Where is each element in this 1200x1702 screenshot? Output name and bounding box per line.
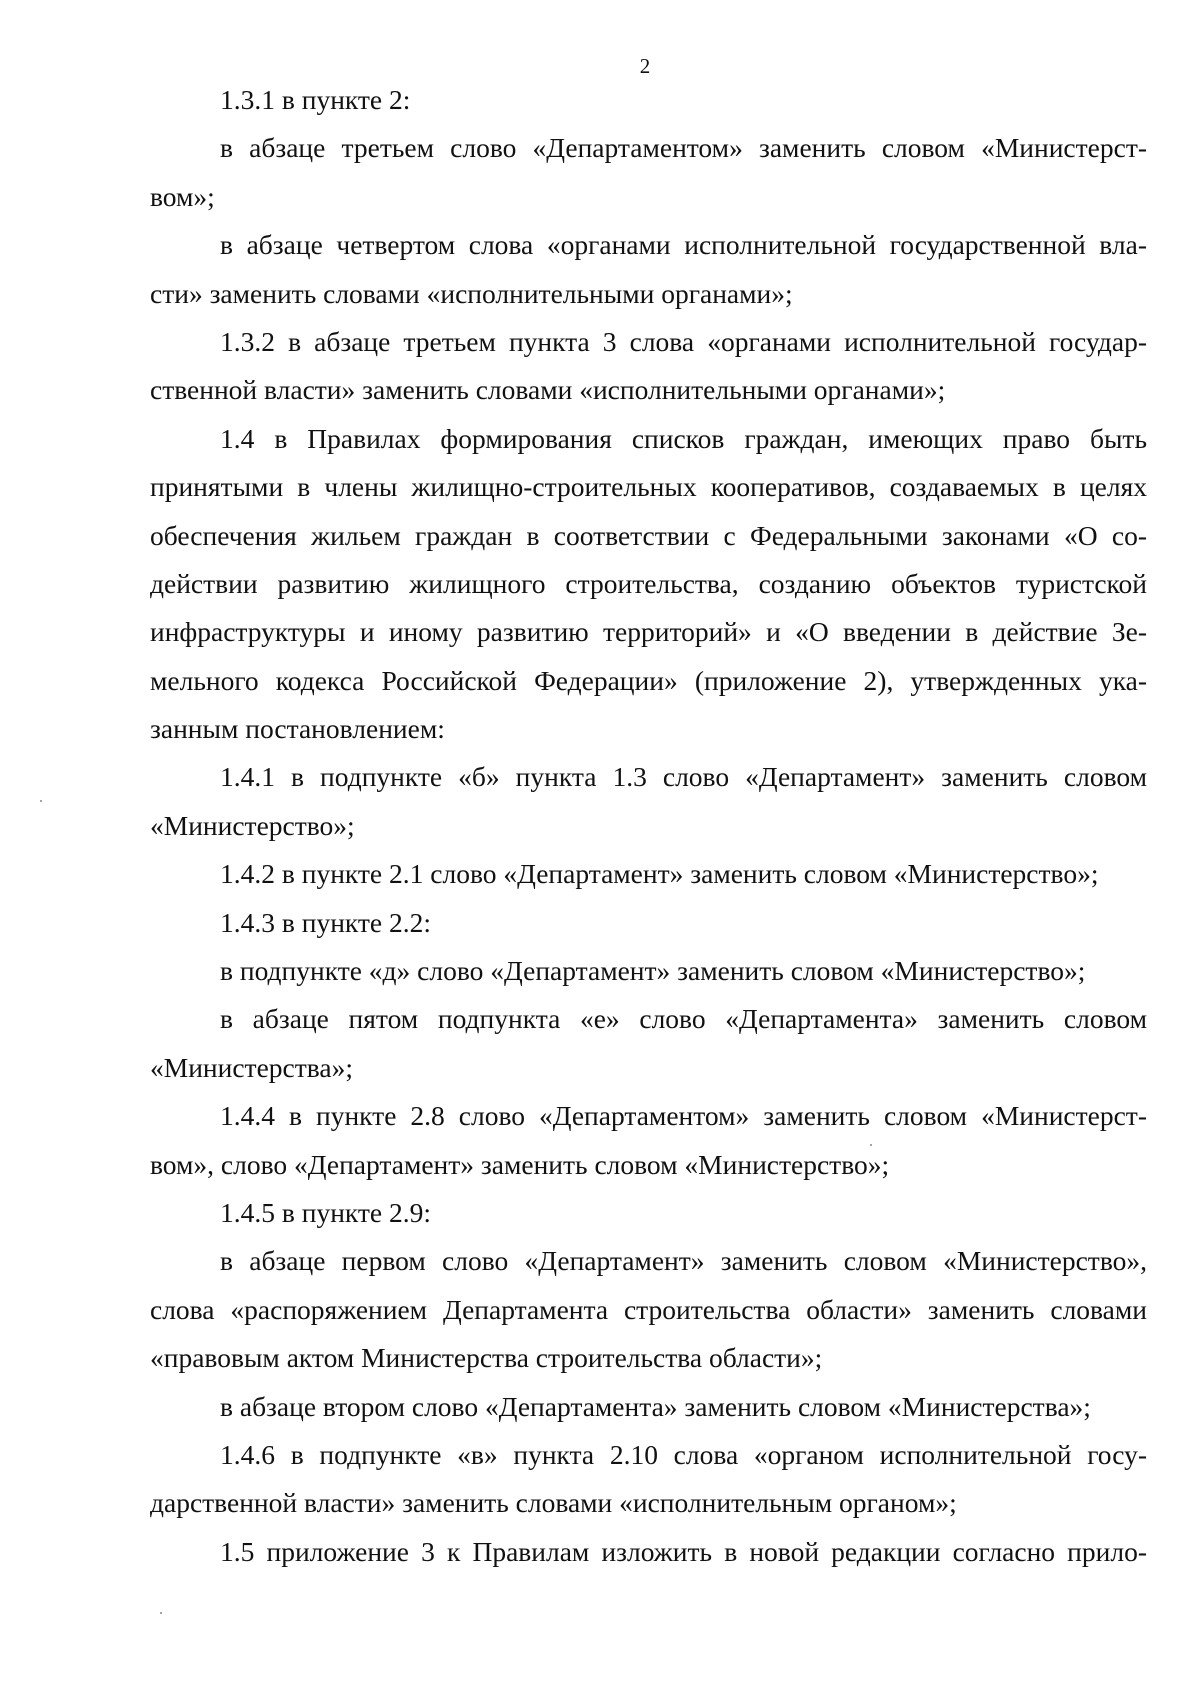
text-line: 1.4 в Правилах формирования списков граждан, имеющих право быть bbox=[220, 422, 1147, 454]
text-line: в абзаце втором слово «Департамента» заменить словом «Министерства»; bbox=[220, 1390, 1091, 1422]
text-line: вом», слово «Департамент» заменить словом «Министерство»; bbox=[150, 1148, 890, 1180]
page-number: 2 bbox=[639, 54, 651, 78]
text-line: вом»; bbox=[150, 180, 215, 212]
text-line: 1.4.1 в подпункте «б» пункта 1.3 слово «Департамент» заменить словом bbox=[220, 761, 1147, 793]
text-line: 1.4.5 в пункте 2.9: bbox=[220, 1196, 432, 1228]
text-line: 1.3.2 в абзаце третьем пункта 3 слова «органами исполнительной государ- bbox=[220, 325, 1147, 357]
text-line: в абзаце третьем слово «Департаментом» заменить словом «Министерст- bbox=[220, 132, 1147, 164]
text-line: 1.4.2 в пункте 2.1 слово «Департамент» заменить словом «Министерство»; bbox=[220, 858, 1099, 890]
text-line: «правовым актом Министерства строительства области»; bbox=[150, 1342, 823, 1374]
text-line: принятыми в члены жилищно-строительных кооперативов, создаваемых в целях bbox=[150, 471, 1147, 503]
text-line: занным постановлением: bbox=[150, 713, 445, 745]
text-line: в подпункте «д» слово «Департамент» заменить словом «Министерство»; bbox=[220, 955, 1086, 987]
scan-artifact bbox=[870, 1144, 872, 1146]
text-line: 1.3.1 в пункте 2: bbox=[220, 84, 411, 115]
text-line: 1.4.6 в подпункте «в» пункта 2.10 слова «органом исполнительной госу- bbox=[220, 1438, 1147, 1470]
text-line: мельного кодекса Российской Федерации» (приложение 2), утвержденных ука- bbox=[150, 664, 1147, 696]
text-line: обеспечения жильем граждан в соответствии с Федеральными законами «О со- bbox=[150, 519, 1147, 551]
text-line: 1.4.3 в пункте 2.2: bbox=[220, 906, 432, 938]
text-line: слова «распоряжением Департамента строительства области» заменить словами bbox=[150, 1293, 1147, 1325]
scan-artifact bbox=[40, 800, 42, 802]
text-line: ственной власти» заменить словами «исполнительными органами»; bbox=[150, 374, 946, 406]
text-line: 1.5 приложение 3 к Правилам изложить в новой редакции согласно прило- bbox=[220, 1535, 1147, 1567]
document-body bbox=[150, 76, 1147, 1576]
text-line: в абзаце пятом подпункта «е» слово «Департамента» заменить словом bbox=[220, 1003, 1147, 1035]
text-line: инфраструктуры и иному развитию территорий» и «О введении в действие Зе- bbox=[150, 616, 1147, 648]
text-line: дарственной власти» заменить словами «исполнительным органом»; bbox=[150, 1487, 957, 1519]
text-line: «Министерство»; bbox=[150, 809, 355, 841]
scan-artifact bbox=[160, 1612, 162, 1614]
text-line: «Министерства»; bbox=[150, 1051, 353, 1083]
text-line: в абзаце первом слово «Департамент» заменить словом «Министерство», bbox=[220, 1245, 1147, 1277]
text-line: 1.4.4 в пункте 2.8 слово «Департаментом» заменить словом «Министерст- bbox=[220, 1100, 1147, 1132]
text-line: действии развитию жилищного строительства, созданию объектов туристской bbox=[150, 567, 1147, 599]
text-line: в абзаце четвертом слова «органами исполнительной государственной вла- bbox=[220, 229, 1147, 261]
text-line: сти» заменить словами «исполнительными органами»; bbox=[150, 277, 793, 309]
